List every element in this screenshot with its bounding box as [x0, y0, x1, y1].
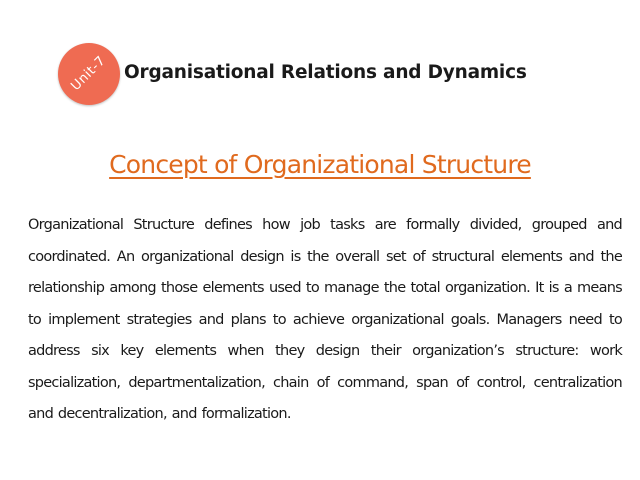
- unit-title: Organisational Relations and Dynamics: [124, 62, 527, 83]
- unit-badge-label: Unit-7: [68, 53, 109, 94]
- body-paragraph: Organizational Structure defines how job tasks are formally divided, grouped and coordinated. An organizational design is the overall set of structural elements and the relationship among those elements used to manage the total organization. It is a means to implement strategies and plans to achieve organizational goals. Managers need to address six key elements when they design their organization’s structure: work specialization, departmentalization, chain of command, span of control, centralization and decentralization, and formalization.: [28, 217, 622, 422]
- unit-badge: [58, 43, 120, 105]
- slide-title: Concept of Organizational Structure: [109, 150, 531, 179]
